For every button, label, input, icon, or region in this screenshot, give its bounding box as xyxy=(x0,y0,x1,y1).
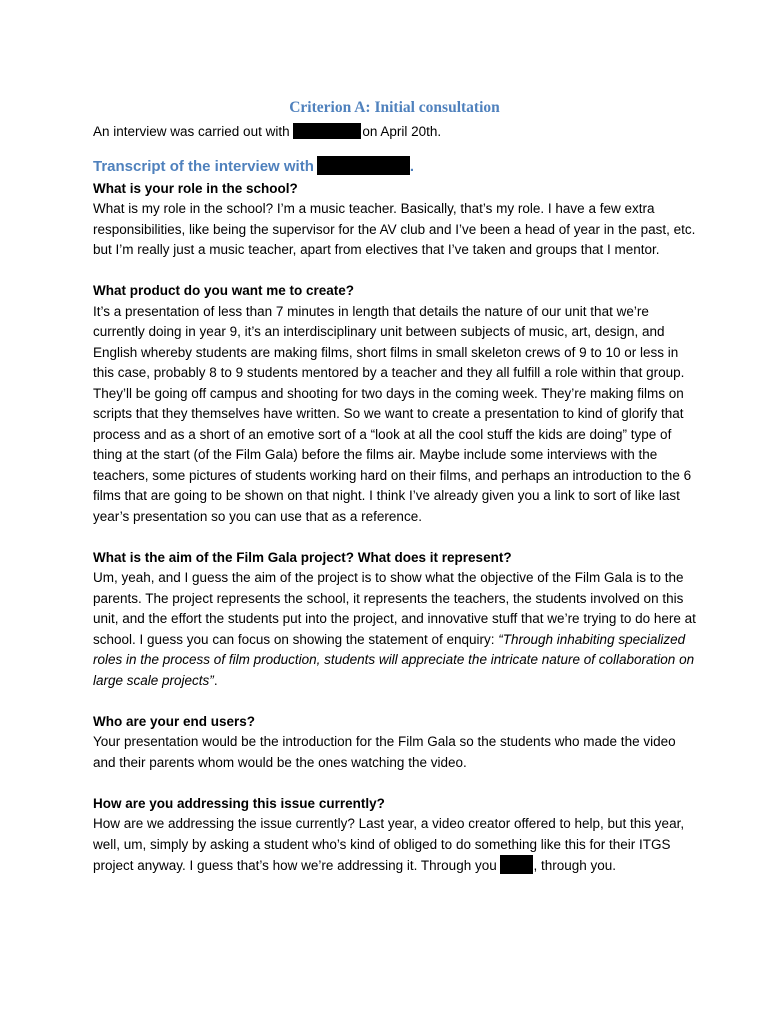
intro-text: An interview was carried out with xyxy=(93,124,294,139)
intro-line xyxy=(93,122,696,143)
transcript-heading-end: . xyxy=(409,157,415,175)
redaction-block xyxy=(317,156,410,175)
intro-text-end: on April 20th. xyxy=(362,124,442,139)
statement-of-enquiry: “Through inhabiting specialized roles in the process of film production, students will appreciate the intricate nature of collaboration on large scale projects” xyxy=(93,631,695,688)
transcript-heading-text: Transcript of the interview with xyxy=(93,157,314,175)
answer-product: It’s a presentation of less than 7 minutes in length that details the nature of our unit that we’re currently doing in year 9, it’s an interdisciplinary unit between subjects of music, art, design, and English whereby students are making films, short films in small skeleton crews of 9 to 10 or less in this case, probably 8 to 9 students mentored by a teacher and they all fulfill a role within that group. They’ll be going off campus and shooting for two days in the coming week. They’re making films on scripts that they themselves have written. So we want to create a presentation to kind of glorify that process and as a short of an emotive sort of a “look at all the cool stuff the kids are doing” type of thing at the start (of the Film Gala) before the films air. Maybe include some interviews with the teachers, some pictures of students working hard on their films, and perhaps an introduction to the 6 films that are going to be shown on that night. I think I’ve already given you a link to sort of like last year’s presentation so you can use that as a reference. xyxy=(93,303,692,524)
page-title: Criterion A: Initial consultation xyxy=(289,99,500,116)
answer-aim-end: . xyxy=(213,672,218,688)
answer-current-end: , through you. xyxy=(533,858,617,873)
answer-aim xyxy=(93,568,696,691)
answer-current-text: How are we addressing the issue currently? Last year, a video creator offered to help, but this year, well, um, simply by asking a student who’s kind of obliged to do something like this for their ITGS project anyway. I guess that’s how we’re addressing it. Through you xyxy=(93,816,685,873)
question-product: What product do you want me to create? xyxy=(93,283,355,298)
answer-role: What is my role in the school? I’m a music teacher. Basically, that’s my role. I have a few extra responsibilities, like being the supervisor for the AV club and I’ve been a head of year in the past, etc. but I’m really just a music teacher, apart from electives that I’ve taken and groups that I mentor. xyxy=(93,201,696,257)
transcript-heading xyxy=(93,156,696,178)
question-aim: What is the aim of the Film Gala project? What does it represent? xyxy=(93,549,512,565)
answer-end-users: Your presentation would be the introduction for the Film Gala so the students who made the video and their parents whom would be the ones watching the video. xyxy=(93,734,676,770)
answer-current xyxy=(93,814,696,877)
question-current: How are you addressing this issue currently? xyxy=(93,795,385,811)
question-end-users: Who are your end users? xyxy=(93,713,256,729)
redaction-block xyxy=(293,123,361,139)
question-role: What is your role in the school? xyxy=(93,180,298,196)
answer-aim-text: Um, yeah, and I guess the aim of the project is to show what the objective of the Film Gala is to the parents. The project represents the school, it represents the teachers, the students involved on this unit, and the effort the students put into the project, and innovative stuff that we’re trying to do here at school. I guess you can focus on showing the statement of enquiry: xyxy=(93,570,696,647)
redaction-block xyxy=(500,855,533,874)
